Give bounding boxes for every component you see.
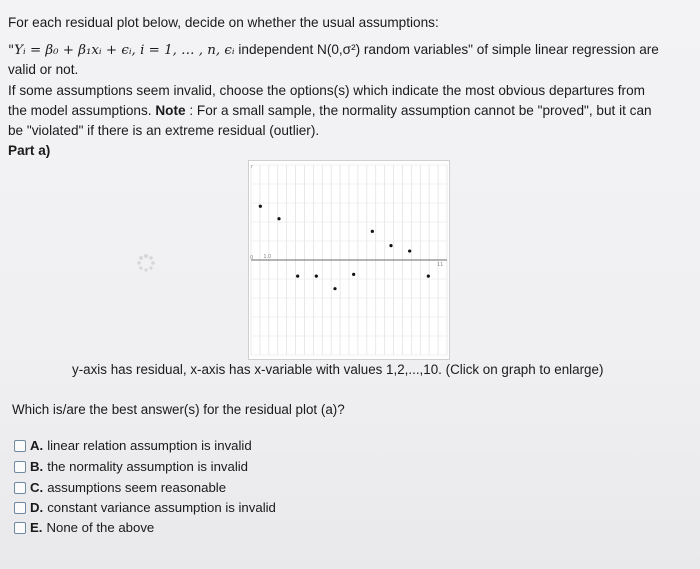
x-start-label: 1.0 xyxy=(263,254,272,260)
residual-point xyxy=(352,273,355,276)
residual-point xyxy=(333,287,336,290)
intro-line-5a: the model assumptions. xyxy=(8,103,156,118)
intro-line-1: For each residual plot below, decide on whether the usual assumptions: xyxy=(8,15,439,30)
option-d[interactable] xyxy=(14,500,276,515)
y-axis-top-label: r xyxy=(251,164,254,170)
residual-point xyxy=(408,249,411,252)
option-b-checkbox[interactable] xyxy=(14,461,26,473)
note-label: Note xyxy=(155,103,186,118)
intro-line-5 xyxy=(8,101,652,120)
option-c-checkbox[interactable] xyxy=(14,482,26,494)
option-e[interactable] xyxy=(14,520,154,535)
model-statement-rest: independent N(0,σ²) random variables" of simple linear regression are xyxy=(234,42,659,57)
zero-label: 0 xyxy=(250,255,254,261)
option-e-checkbox[interactable] xyxy=(14,522,26,534)
residual-point xyxy=(296,275,299,278)
option-d-checkbox[interactable] xyxy=(14,502,26,514)
question-text: Which is/are the best answer(s) for the residual plot (a)? xyxy=(12,402,345,417)
option-e-letter: E. xyxy=(30,520,43,535)
option-d-label: constant variance assumption is invalid xyxy=(47,500,276,515)
residual-points xyxy=(259,205,430,291)
model-formula: "Yᵢ = β₀ + β₁xᵢ + ϵᵢ, i = 1, … , n, ϵᵢ xyxy=(8,43,235,58)
intro-line-6: be "violated" if there is an extreme residual (outlier). xyxy=(8,123,320,138)
option-a-label: linear relation assumption is invalid xyxy=(47,438,252,453)
option-c-label: assumptions seem reasonable xyxy=(47,480,227,495)
residual-point xyxy=(259,205,262,208)
intro-line-5b: : For a small sample, the normality assumption cannot be "proved", but it can xyxy=(185,103,652,118)
x-end-label: 11 xyxy=(437,262,444,268)
plot-caption: y-axis has residual, x-axis has x-variable with values 1,2,...,10. (Click on graph to enlarge) xyxy=(72,362,604,377)
residual-point xyxy=(277,217,280,220)
residual-point xyxy=(427,275,430,278)
option-b-label: the normality assumption is invalid xyxy=(47,459,249,474)
model-statement xyxy=(8,40,659,60)
option-a-checkbox[interactable] xyxy=(14,440,26,452)
residual-plot[interactable] xyxy=(248,160,450,360)
option-c[interactable] xyxy=(14,480,226,495)
option-e-label: None of the above xyxy=(46,520,155,535)
residual-point xyxy=(389,244,392,247)
loading-spinner-icon xyxy=(136,253,156,273)
option-b-letter: B. xyxy=(30,459,44,474)
residual-point xyxy=(315,275,318,278)
intro-line-4: If some assumptions seem invalid, choose the options(s) which indicate the most obvious departures from xyxy=(8,83,645,98)
part-label: Part a) xyxy=(8,143,51,158)
option-a[interactable] xyxy=(14,438,252,453)
option-d-letter: D. xyxy=(30,500,44,515)
option-b[interactable] xyxy=(14,459,248,474)
residual-point xyxy=(371,230,374,233)
intro-line-3: valid or not. xyxy=(8,62,79,77)
residual-plot-svg[interactable] xyxy=(249,161,449,359)
option-c-letter: C. xyxy=(30,480,44,495)
option-a-letter: A. xyxy=(30,438,44,453)
